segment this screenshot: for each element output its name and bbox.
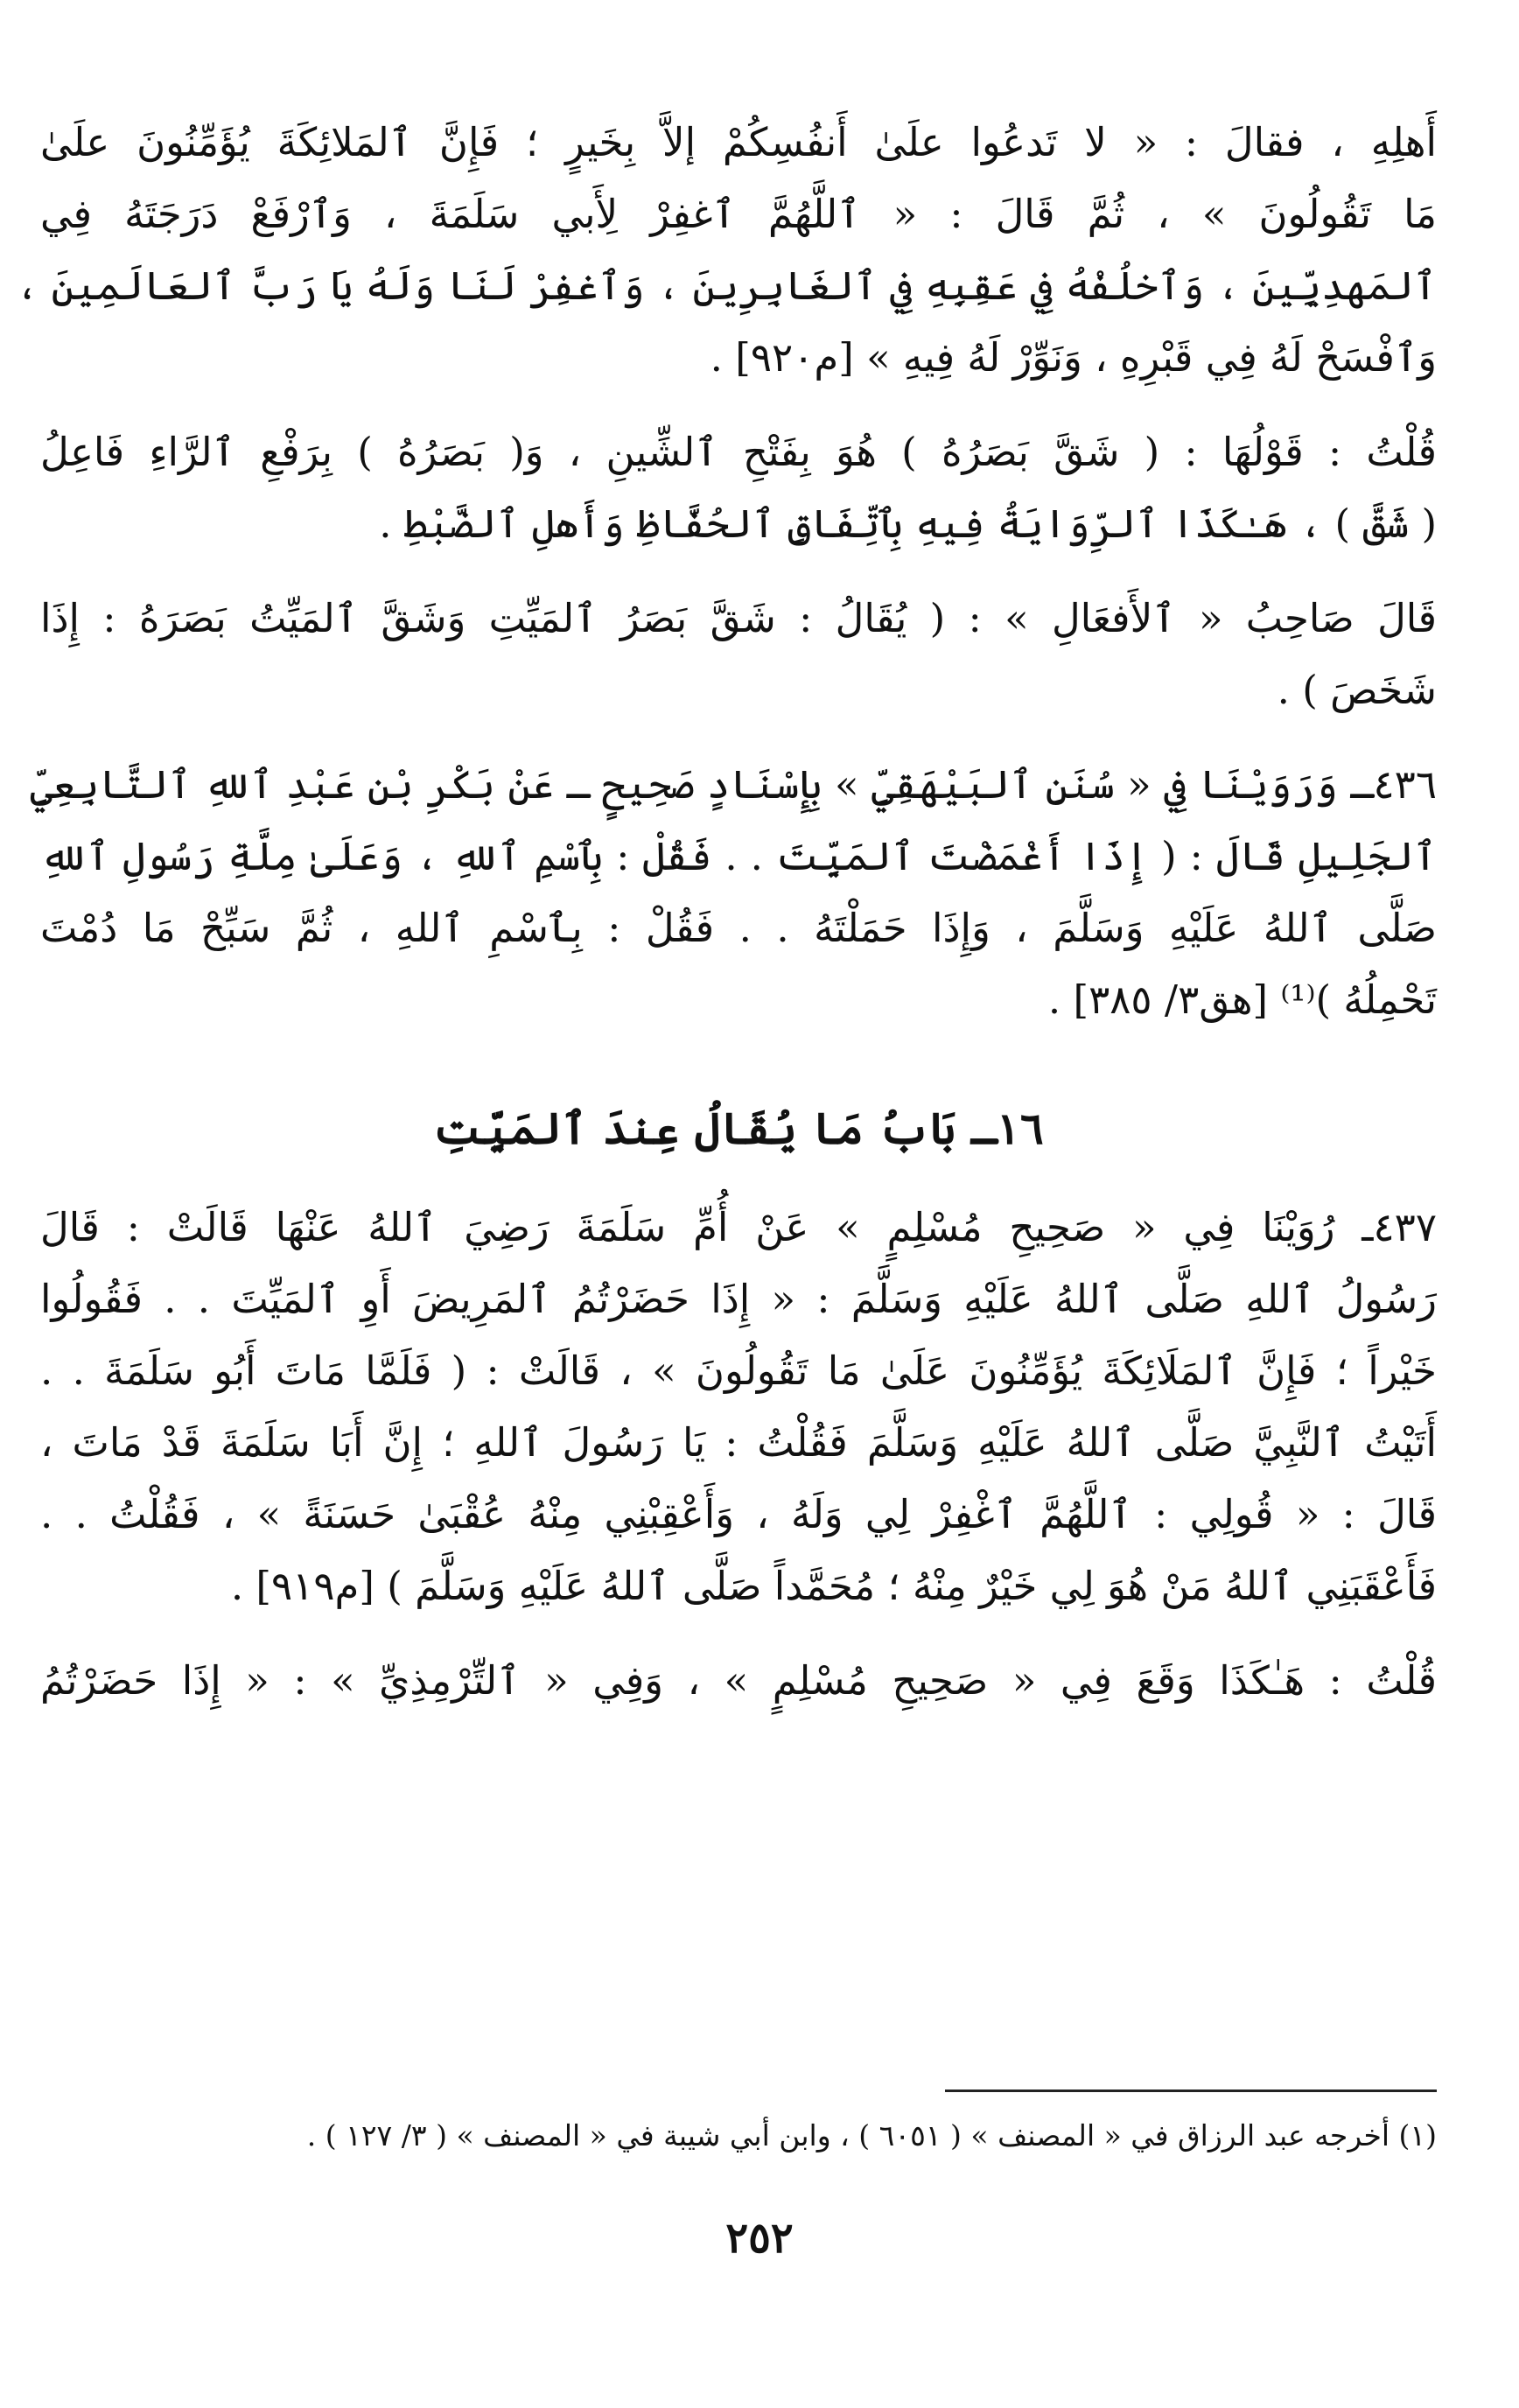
text-line: تَحْمِلُهُ )⁽¹⁾ [هق٣/ ٣٨٥] . xyxy=(1047,976,1437,1023)
paragraph xyxy=(40,1192,1437,1622)
text-line: مَا تَقُولُونَ » ، ثُمَّ قَالَ : « ٱللَّهُمَّ ٱغفِرْ لِأَبي سَلَمَةَ ، وَٱرْفَعْ دَرَجَتَهُ فِي xyxy=(40,191,1437,237)
text-line: خَيْراً ؛ فَإِنَّ ٱلمَلَائِكَةَ يُؤَمِّنُونَ عَلَىٰ مَا تَقُولُونَ » ، قَالَتْ : ( فَلَمَّا مَاتَ أَبُو سَلَمَةَ . . xyxy=(40,1348,1437,1394)
paragraph xyxy=(30,749,1437,1036)
text-line: قُلْتُ : قَوْلُهَا : ( شَقَّ بَصَرُهُ ) هُوَ بِفَتْحِ ٱلشِّينِ ، وَ( بَصَرُهُ ) بِرَفْعِ ٱلرَّاءِ فَاعِلُ xyxy=(40,429,1437,475)
page-body xyxy=(15,107,1437,1717)
text-line: صَلَّى ٱللهُ عَلَيْهِ وَسَلَّمَ ، وَإِذَا حَمَلْتَهُ . . فَقُلْ : بِٱسْمِ ٱللهِ ، ثُمَّ سَبِّحْ مَا دُمْتَ xyxy=(40,905,1437,951)
text-line: أَهلِهِ ، فقالَ : « لا تَدعُوا علَىٰ أَنفُسِكُمْ إلاَّ بِخَيرٍ ؛ فَإِنَّ ٱلمَلائِكَةَ يُؤَمِّنُونَ علَىٰ xyxy=(40,119,1437,165)
text-line: ٤٣٦ـ وَرَوَيْنَا فِي « سُنَنِ ٱلبَيْهَقِيِّ » بِإِسْنَادٍ صَحِيحٍ ـ عَنْ بَكْرِ بْنِ عَبْدِ ٱللهِ ٱلتَّابِعِيِّ xyxy=(30,761,1437,808)
text-line: ٤٣٧ـ رُوَيْنَا فِي « صَحِيحِ مُسْلِمٍ » عَنْ أُمِّ سَلَمَةَ رَضِيَ ٱللهُ عَنْهَا قَالَتْ : قَالَ xyxy=(40,1204,1437,1250)
text-line: قُلْتُ : هَـٰكَذَا وَقَعَ فِي « صَحِيحِ مُسْلِمٍ » ، وَفِي « ٱلتِّرْمِذِيِّ » : « إِذَا حَضَرْتُمُ xyxy=(40,1657,1437,1704)
paragraph xyxy=(15,107,1437,394)
text-line: قَالَ : « قُولِي : ٱللَّهُمَّ ٱغْفِرْ لِي وَلَهُ ، وَأَعْقِبْنِي مِنْهُ عُقْبَىٰ حَسَنَةً » ، فَقُلْتُ . . xyxy=(40,1491,1437,1537)
paragraph xyxy=(40,416,1437,560)
text-line: شَخَصَ ) . xyxy=(1277,667,1437,713)
text-line: قَالَ صَاحِبُ « ٱلأَفعَالِ » : ( يُقَالُ : شَقَّ بَصَرُ ٱلمَيِّتِ وَشَقَّ ٱلمَيِّتُ بَصَرَهُ : إِذَا xyxy=(40,595,1437,641)
footnote-divider xyxy=(945,2090,1437,2092)
footnote: (١) أخرجه عبد الرزاق في « المصنف » ( ٦٠٥١ ) ، وابن أبي شيبة في « المصنف » ( ٣/ ١٢٧ ) . xyxy=(306,2118,1437,2152)
text-line: أَتَيْتُ ٱلنَّبِيَّ صَلَّى ٱللهُ عَلَيْهِ وَسَلَّمَ فَقُلْتُ : يَا رَسُولَ ٱللهِ ؛ إِنَّ أَبَا سَلَمَةَ قَدْ مَاتَ ، xyxy=(40,1419,1437,1466)
paragraph xyxy=(40,583,1437,726)
page-number: ٢٥٢ xyxy=(725,2214,794,2263)
text-line: ٱلمَهدِيِّينَ ، وَٱخلُفْهُ فِي عَقِبِهِ فِي ٱلغَابِرِينَ ، وَٱغفِرْ لَنَا وَلَهُ يَا رَبَّ ٱلعَالَمِينَ ، xyxy=(15,262,1437,309)
text-line: وَٱفْسَحْ لَهُ فِي قَبْرِهِ ، وَنَوِّرْ لَهُ فِيهِ » [م٩٢٠] . xyxy=(710,334,1437,381)
text-line: ٱلجَلِيلِ قَالَ : ( إِذَا أَغْمَضْتَ ٱلمَيِّتَ . . فَقُلْ : بِٱسْمِ ٱللهِ ، وَعَلَىٰ مِلَّةِ رَسُولِ ٱللهِ xyxy=(40,833,1437,879)
chapter-heading: ١٦ـ بَابُ مَا يُقَالُ عِندَ ٱلمَيِّتِ xyxy=(433,1102,1044,1154)
text-line: رَسُولُ ٱللهِ صَلَّى ٱللهُ عَلَيْهِ وَسَلَّمَ : « إِذَا حَضَرْتُمُ ٱلمَرِيضَ أَوِ ٱلمَيِّتَ . . فَقُولُوا xyxy=(40,1276,1437,1322)
paragraph xyxy=(40,1645,1437,1717)
text-line: ( شَقَّ ) ، هَـٰكَذَا ٱلرِّوَايَةُ فِيهِ بِٱتِّفَاقِ ٱلحُفَّاظِ وَأَهلِ ٱلضَّبْطِ . xyxy=(379,500,1437,547)
text-line: فَأَعْقَبَنِي ٱللهُ مَنْ هُوَ لِي خَيْرٌ مِنْهُ ؛ مُحَمَّداً صَلَّى ٱللهُ عَلَيْهِ وَسَلَّمَ ) [م٩١٩] . xyxy=(230,1563,1437,1609)
